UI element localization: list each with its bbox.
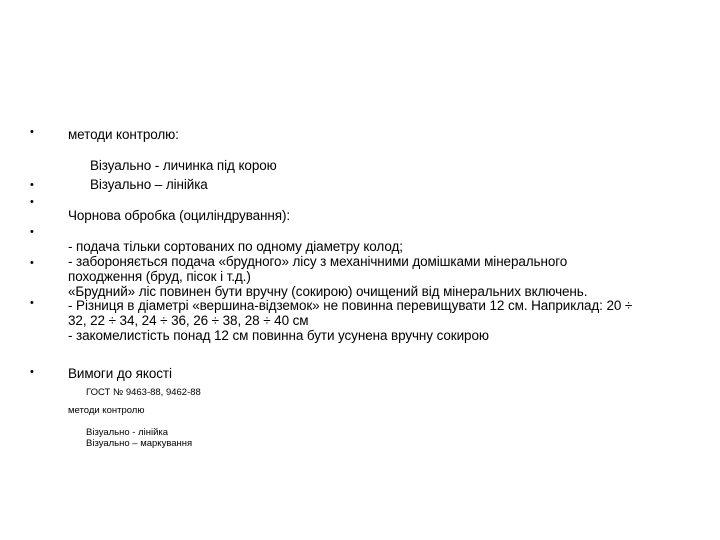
- text-gost: ГОСТ № 9463-88, 9462-88: [86, 387, 201, 398]
- bullet-4: •: [30, 226, 34, 238]
- text-control-methods: методи контролю:: [68, 127, 179, 142]
- text-sorted-logs: - подача тільки сортованих по одному діаметру колод;: [68, 239, 403, 254]
- text-visual-larva: Візуально - личинка під корою: [90, 158, 277, 173]
- text-dirty-wood-ban: - забороняється подача «брудного» лісу з механічними домішками мінерального: [68, 254, 568, 269]
- text-visual-marking-small: Візуально – маркування: [86, 438, 193, 449]
- bullet-1: •: [30, 126, 34, 138]
- text-diameter-difference: - Різниця в діаметрі «вершина-відземок» не повинна перевищувати 12 см. Наприклад: 20 ÷: [68, 298, 633, 313]
- text-dirt-origin: походження (бруд, пісок і т.д.): [68, 269, 251, 284]
- text-diameter-examples: 32, 22 ÷ 34, 24 ÷ 36, 26 ÷ 38, 28 ÷ 40 см: [68, 313, 309, 328]
- text-quality-requirements: Вимоги до якості: [68, 366, 172, 381]
- bullet-5: •: [30, 257, 34, 269]
- text-butt-swelling: - закомелистість понад 12 см повинна бути усунена вручну сокирою: [68, 328, 489, 343]
- bullet-7: •: [30, 366, 34, 378]
- text-visual-ruler: Візуально – лінійка: [90, 177, 208, 192]
- bullet-3: •: [30, 196, 34, 208]
- bullet-2: •: [30, 179, 34, 191]
- text-control-methods-small: методи контролю: [68, 405, 145, 416]
- text-dirty-wood-cleaning: «Брудний» ліс повинен бути вручну (сокирою) очищений від мінеральних включень.: [68, 284, 588, 299]
- bullet-6: •: [30, 297, 34, 309]
- text-visual-ruler-small: Візуально - лінійка: [86, 427, 169, 438]
- text-rough-processing: Чорнова обробка (оциліндрування):: [68, 208, 290, 223]
